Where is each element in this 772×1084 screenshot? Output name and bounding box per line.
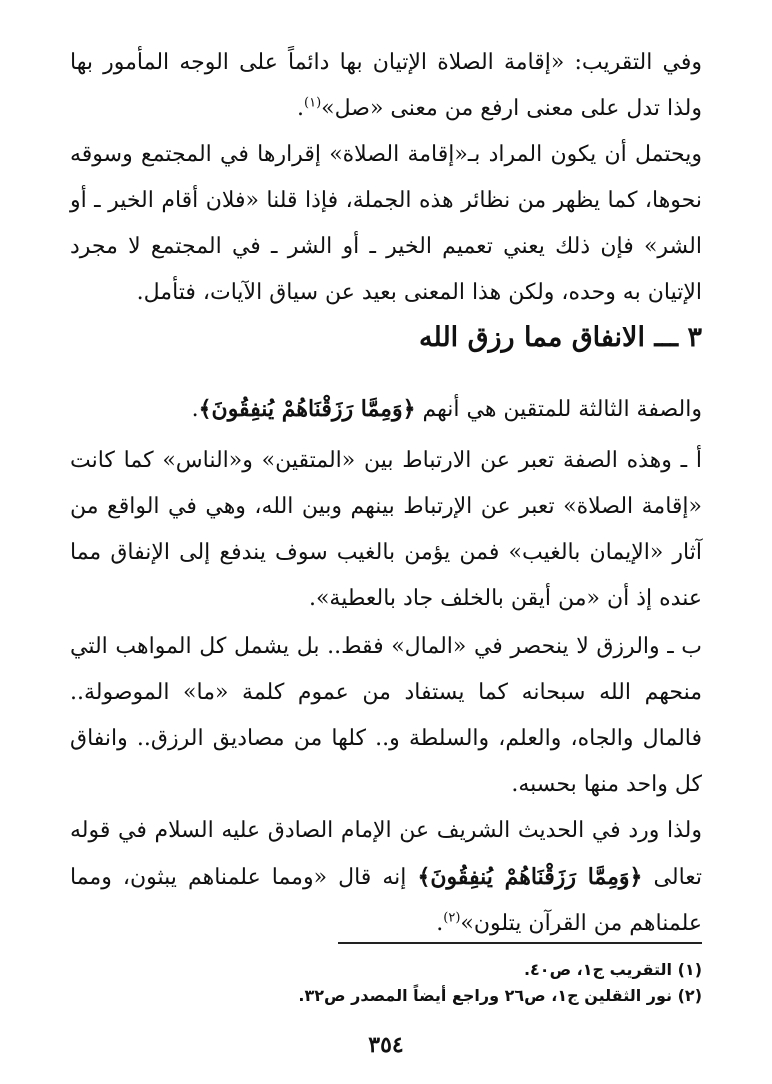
footnote-1: (١) التقريب ج١، ص٤٠. xyxy=(523,960,702,979)
paragraph-third-trait xyxy=(70,386,702,433)
period: . xyxy=(297,96,305,121)
period: . xyxy=(191,397,199,422)
paragraph-text: ويحتمل أن يكون المراد بـ«إقامة الصلاة» إقرارها في المجتمع وسوقه نحوها، كما يظهر من نظائر هذه الجملة، فإذا قلنا «فلان أقام الخير ـ أو الشر» فإن ذلك يعني تعميم الخير ـ أو الشر ـ في المجتمع لا مجرد الإتيان به وحده، ولكن هذا المعنى بعيد عن سياق الآيات، فتأمل. xyxy=(70,142,702,305)
period: . xyxy=(436,911,444,936)
paragraph-hadith xyxy=(70,808,702,947)
paragraph-text: أ ـ وهذه الصفة تعبر عن الارتباط بين «المتقين» و«الناس» كما كانت «إقامة الصلاة» تعبر عن الإرتباط بينهم وبين الله، وهي في الواقع من آثار «الإيمان بالغيب» فمن يؤمن بالغيب سوف يندفع إلى الإنفاق مما عنده إذ أن «من أيقن بالخلف جاد بالعطية». xyxy=(70,448,702,611)
paragraph-meaning xyxy=(70,132,702,316)
quran-verse: ﴿وَمِمَّا رَزَقْنَاهُمْ يُنفِقُونَ﴾ xyxy=(198,396,416,422)
footnote-marker: (١) xyxy=(304,95,322,111)
footnote-marker: (٢) xyxy=(443,910,461,926)
page-number: ٣٥٤ xyxy=(368,1032,404,1058)
footnote-2: (٢) نور الثقلين ج١، ص٢٦ وراجع أيضاً المصدر ص٣٢. xyxy=(298,986,702,1005)
paragraph-text: ب ـ والرزق لا ينحصر في «المال» فقط.. بل يشمل كل المواهب التي منحهم الله سبحانه كما يستفاد من عموم كلمة «ما» الموصولة.. فالمال والجاه، والعلم، والسلطة و.. كلها من مصاديق الرزق.. وانفاق كل واحد منها بحسبه. xyxy=(70,634,702,797)
paragraph-taqrib xyxy=(70,40,702,132)
paragraph-text-continued: إنه قال «ومما علمناهم يبثون، ومما علمناهم من القرآن يتلون» xyxy=(70,865,702,936)
section-heading: ٣ ـــ الانفاق مما رزق الله xyxy=(419,322,702,353)
paragraph-text: ولذا ورد في الحديث الشريف عن الإمام الصادق عليه السلام في قوله تعالى xyxy=(70,818,703,890)
paragraph-text: والصفة الثالثة للمتقين هي أنهم xyxy=(422,397,702,422)
paragraph-b xyxy=(70,624,702,808)
paragraph-text: وفي التقريب: «إقامة الصلاة الإتيان بها دائماً على الوجه المأمور بها ولذا تدل على معنى ارفع من معنى «صل» xyxy=(70,50,702,121)
quran-verse: ﴿وَمِمَّا رَزَقْنَاهُمْ يُنفِقُونَ﴾ xyxy=(417,864,643,890)
paragraph-a xyxy=(70,438,702,622)
footnote-divider xyxy=(338,942,702,944)
